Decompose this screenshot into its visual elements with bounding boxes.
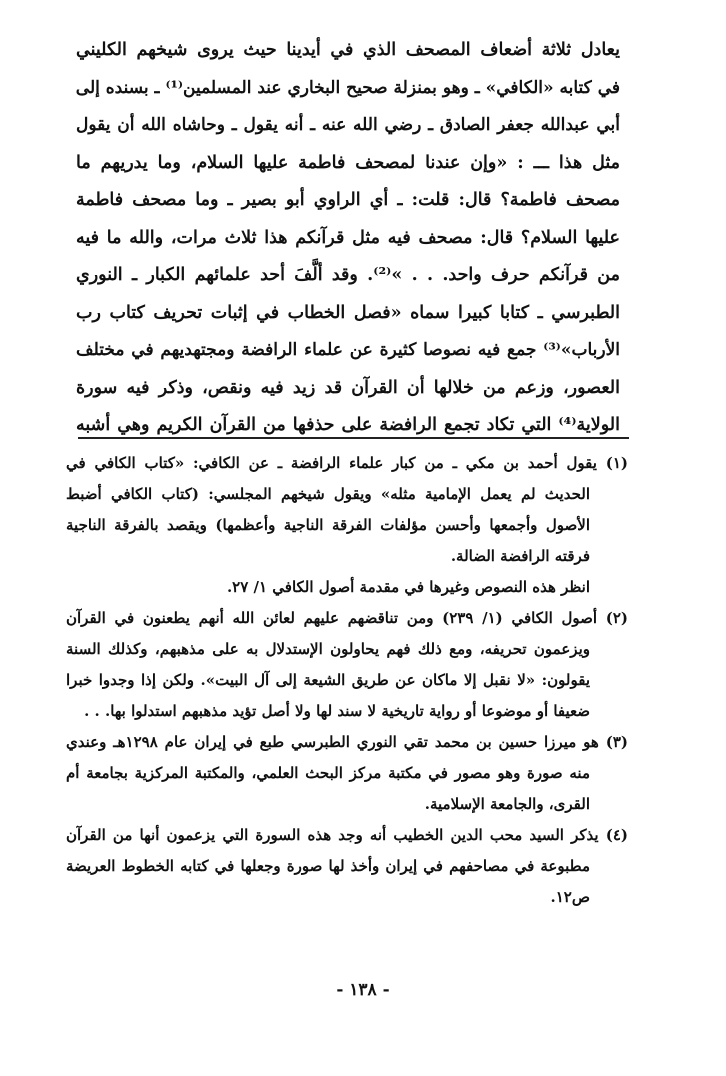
text-line: الولاية⁽⁴⁾ التي تكاد تجمع الرافضة على حذفها من القرآن الكريم وهي أشبه: [76, 415, 620, 435]
footnote-line: ويزعمون تحريفه، ومع ذلك فهم يحاولون الإستدلال به على مذهبهم، وكذلك السنة: [66, 640, 590, 658]
main-text: [76, 32, 620, 445]
text-line: مصحف فاطمة؟ قال: قلت: ـ أي الراوي أبو بصير ـ وما مصحف فاطمة: [76, 190, 620, 210]
text-line: يعادل ثلاثة أضعاف المصحف الذي في أيدينا حيث يروى شيخهم الكليني: [76, 40, 620, 60]
footnote-3: [66, 727, 628, 820]
text-line: من قرآنكم حرف واحد. . . »⁽²⁾. وقد ألَّفَ أحد علمائهم الكبار ـ النوري: [76, 265, 620, 285]
footnote-line: انظر هذه النصوص وغيرها في مقدمة أصول الكافي ١/ ٢٧.: [226, 578, 590, 596]
footnote-text: هو ميرزا حسين بن محمد تقي النوري الطبرسي طبع في إيران عام ١٢٩٨هـ وعندي: [66, 733, 599, 751]
footnote-line: [66, 727, 628, 758]
footnote-line: الأصول وأجمعها وأحسن مؤلفات الفرقة الناجية وأعظمها) ويقصد بالفرقة الناجية: [66, 516, 590, 534]
footnote-line: ص١٢.: [550, 888, 590, 906]
footnotes: [66, 448, 628, 913]
footnote-text: يذكر السيد محب الدين الخطيب أنه وجد هذه السورة التي يزعمون أنها من القرآن: [66, 826, 599, 844]
footnote-number: (٢): [605, 609, 628, 627]
footnote-divider: [78, 437, 629, 439]
footnote-line: يقولون: «لا نقبل إلا ماكان عن طريق الشيعة إلى آل البيت». ولكن إذا وجدوا خبرا: [66, 671, 590, 689]
text-line: الأرباب»⁽³⁾ جمع فيه نصوصا كثيرة عن علماء الرافضة ومجتهديهم في مختلف: [76, 340, 620, 360]
footnote-line: الحديث لم يعمل الإمامية مثله» ويقول شيخهم المجلسي: (كتاب الكافي أضبط: [66, 485, 590, 503]
footnote-4: [66, 820, 628, 913]
page-number: - ١٣٨ -: [336, 980, 390, 1000]
footnote-line: فرقته الرافضة الضالة.: [450, 547, 590, 565]
text-line: أبي عبدالله جعفر الصادق ـ رضي الله عنه ـ أنه يقول ـ وحاشاه الله أن يقول: [76, 115, 620, 135]
footnote-number: (١): [605, 454, 628, 472]
text-line: الطبرسي ـ كتابا كبيرا سماه «فصل الخطاب في إثبات تحريف كتاب رب: [76, 302, 620, 323]
footnote-number: (٣): [605, 733, 628, 751]
text-line: في كتابه «الكافي» ـ وهو بمنزلة صحيح البخاري عند المسلمين⁽¹⁾ ـ بسنده إلى: [76, 77, 620, 98]
footnote-text: أصول الكافي (١/ ٢٣٩) ومن تناقضهم عليهم لعائن الله أنهم يطعنون في القرآن: [66, 609, 597, 627]
footnote-1: [66, 448, 628, 603]
footnote-number: (٤): [605, 826, 628, 844]
text-line: عليها السلام؟ قال: مصحف فيه مثل قرآنكم هذا ثلاث مرات، والله ما فيه: [76, 227, 620, 248]
footnote-text: يقول أحمد بن مكي ـ من كبار علماء الرافضة ـ عن الكافي: «كتاب الكافي في: [66, 454, 597, 472]
footnote-line: [66, 603, 628, 634]
footnote-2: [66, 603, 628, 727]
text-line: العصور، وزعم من خلالها أن القرآن قد زيد فيه ونقص، وذكر فيه سورة: [76, 377, 620, 398]
footnote-line: مطبوعة في مصاحفهم في إيران وأخذ لها صورة وجعلها في كتابه الخطوط العريضة: [66, 857, 590, 875]
footnote-line: ضعيفا أو موضوعا أو رواية تاريخية لا سند لها ولا أصل تؤيد مذهبهم استدلوا بها. . .: [84, 702, 590, 720]
footnote-line: منه صورة وهو مصور في مكتبة مركز البحث العلمي، والمكتبة المركزية بجامعة أم: [66, 764, 590, 782]
footnote-line: [66, 820, 628, 851]
text-line: مثل هذا ـــ : «وإن عندنا لمصحف فاطمة عليها السلام، وما يدريهم ما: [76, 152, 620, 173]
footnote-line: القرى، والجامعة الإسلامية.: [424, 795, 590, 813]
footnote-line: [66, 448, 628, 479]
